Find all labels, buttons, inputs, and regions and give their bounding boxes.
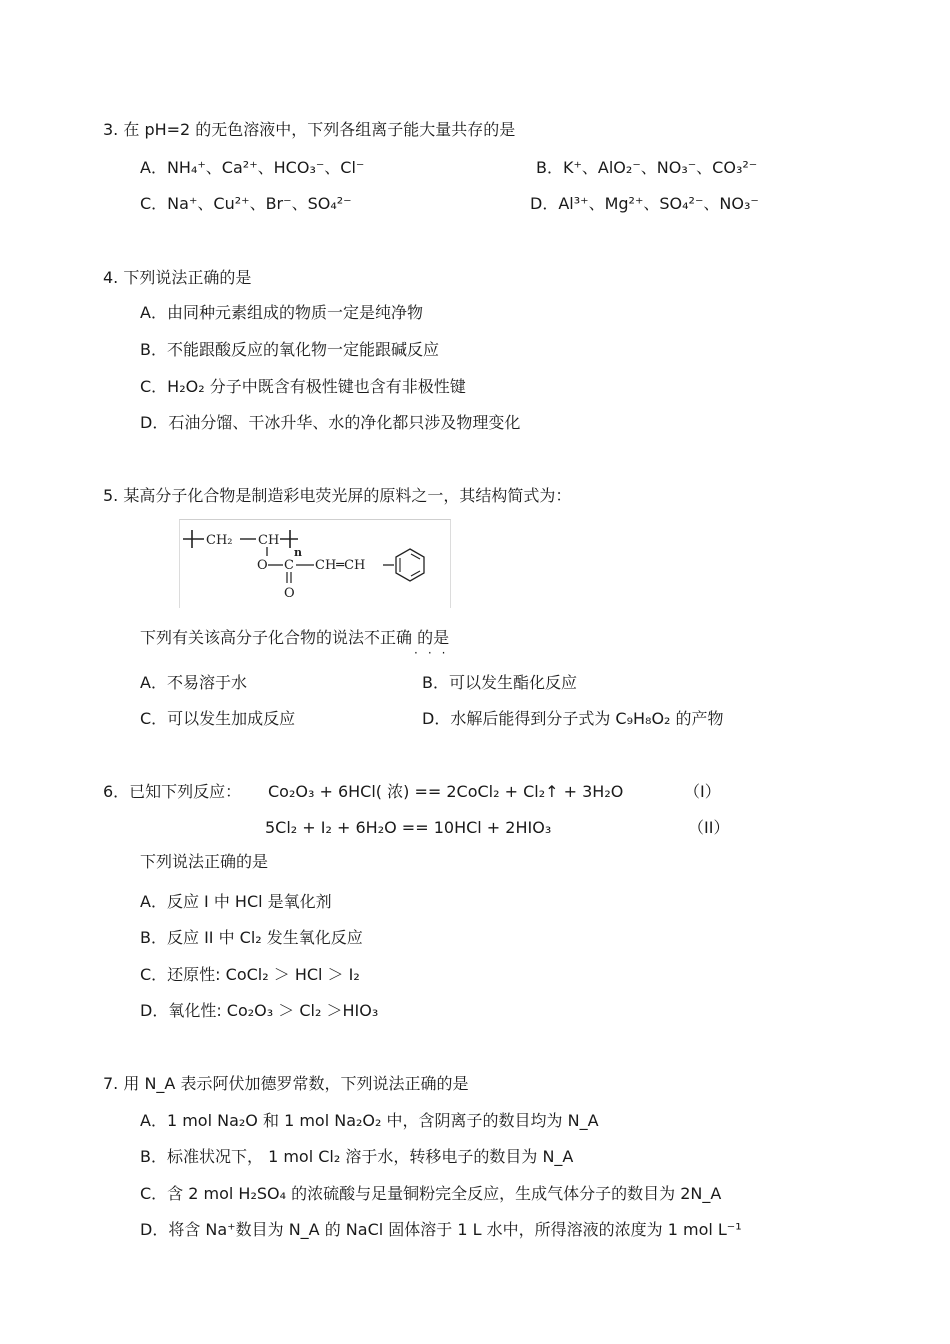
q6-option-b: B．反应 II 中 Cl₂ 发生氧化反应: [140, 928, 363, 947]
q3-stem: 3. 在 pH=2 的无色溶液中，下列各组离子能大量共存的是: [103, 120, 516, 139]
polymer-structure-figure: [179, 519, 451, 608]
q6-option-c: C．还原性: CoCl₂ ＞ HCl ＞ I₂: [140, 965, 360, 984]
group-ch2: CH₂: [206, 533, 233, 548]
q6-equation-2: 5Cl₂ + I₂ + 6H₂O == 10HCl + 2HIO₃: [265, 818, 552, 837]
atom-o-carbonyl: O: [284, 586, 295, 601]
q6-option-d: D．氧化性: Co₂O₃ ＞ Cl₂ ＞HIO₃: [140, 1001, 379, 1020]
q5-stem: 5. 某高分子化合物是制造彩电荧光屏的原料之一，其结构简式为：: [103, 486, 572, 505]
q6-equation-2-tag: （II）: [688, 818, 730, 837]
q7-option-c: C．含 2 mol H₂SO₄ 的浓硫酸与足量铜粉完全反应，生成气体分子的数目为 2N_A: [140, 1184, 722, 1203]
q6-sub-stem: 下列说法正确的是: [140, 852, 269, 871]
q7-stem: 7. 用 N_A 表示阿伏加德罗常数，下列说法正确的是: [103, 1074, 469, 1093]
q5-option-b: B．可以发生酯化反应: [422, 673, 577, 692]
q6-equation-1-tag: （I）: [684, 782, 721, 801]
q5-sub-stem: 下列有关该高分子化合物的说法不正确 的是: [140, 628, 450, 647]
group-ch-ch: CH═CH: [315, 558, 366, 573]
q3-option-d: D．Al³⁺、Mg²⁺、SO₄²⁻、NO₃⁻: [530, 194, 759, 213]
atom-o-ester: O: [257, 558, 268, 573]
q7-option-d: D．将含 Na⁺数目为 N_A 的 NaCl 固体溶于 1 L 水中，所得溶液的浓度为 1 mol L⁻¹: [140, 1220, 742, 1239]
repeat-n: n: [294, 546, 302, 559]
q5-option-c: C．可以发生加成反应: [140, 709, 296, 728]
q3-option-b: B．K⁺、AlO₂⁻、NO₃⁻、CO₃²⁻: [536, 158, 758, 177]
q3-option-a: A．NH₄⁺、Ca²⁺、HCO₃⁻、Cl⁻: [140, 158, 365, 177]
q6-option-a: A．反应 I 中 HCl 是氧化剂: [140, 892, 332, 911]
q6-stem: 6．已知下列反应：: [103, 782, 242, 801]
q6-equation-1: Co₂O₃ + 6HCl( 浓) == 2CoCl₂ + Cl₂↑ + 3H₂O: [268, 782, 624, 801]
q4-option-b: B．不能跟酸反应的氧化物一定能跟碱反应: [140, 340, 439, 359]
q4-stem: 4. 下列说法正确的是: [103, 268, 252, 287]
q4-option-c: C．H₂O₂ 分子中既含有极性键也含有非极性键: [140, 377, 466, 396]
q5-option-a: A．不易溶于水: [140, 673, 247, 692]
polymer-structure-diagram: [180, 520, 450, 608]
q7-option-b: B．标准状况下， 1 mol Cl₂ 溶于水，转移电子的数目为 N_A: [140, 1147, 574, 1166]
group-ch: CH: [258, 533, 280, 548]
q3-option-c: C．Na⁺、Cu²⁺、Br⁻、SO₄²⁻: [140, 194, 352, 213]
atom-c-carbonyl: C: [284, 558, 294, 573]
q7-option-a: A．1 mol Na₂O 和 1 mol Na₂O₂ 中，含阴离子的数目均为 N_A: [140, 1111, 599, 1130]
q4-option-a: A．由同种元素组成的物质一定是纯净物: [140, 303, 423, 322]
q4-option-d: D．石油分馏、干冰升华、水的净化都只涉及物理变化: [140, 413, 521, 432]
emphasis-dots: ···: [414, 646, 456, 660]
q5-option-d: D．水解后能得到分子式为 C₉H₈O₂ 的产物: [422, 709, 724, 728]
